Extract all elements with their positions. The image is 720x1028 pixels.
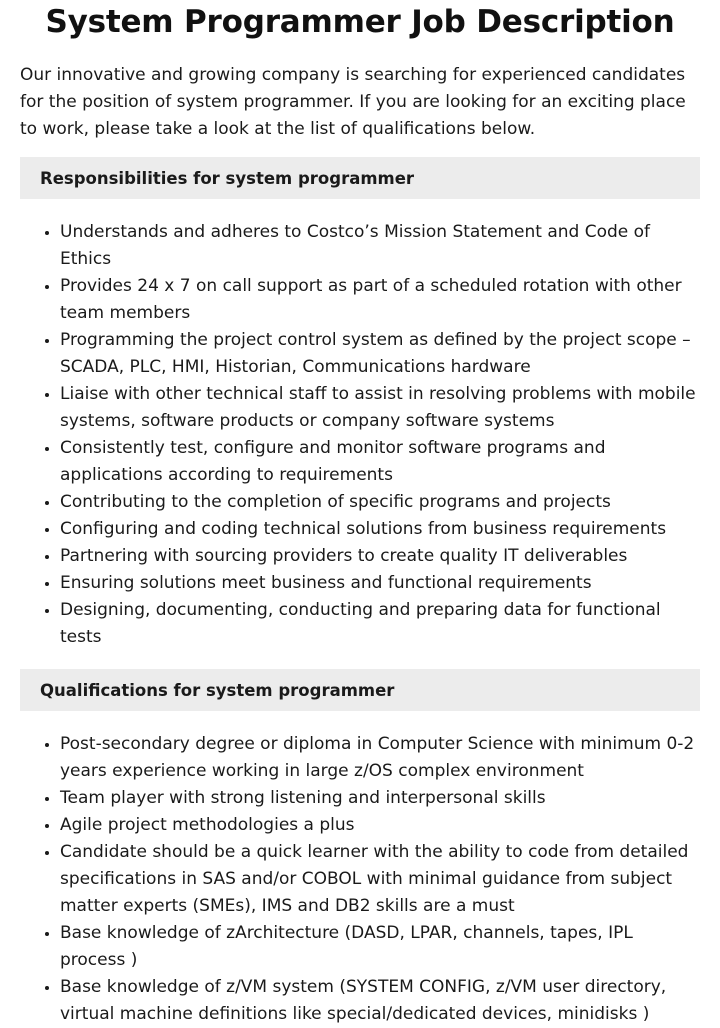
list-item: • Programming the project control system as defined by the project scope – SCADA, PLC, HMI, Historian, Communications hardware: [60, 327, 700, 381]
list-item: • Post-secondary degree or diploma in Computer Science with minimum 0-2 years experience working in large z/OS complex environment: [60, 731, 700, 785]
list-item: • Base knowledge of zArchitecture (DASD, LPAR, channels, tapes, IPL process ): [60, 920, 700, 974]
list-item: • Partnering with sourcing providers to create quality IT deliverables: [60, 543, 700, 570]
list-item: • Consistently test, configure and monitor software programs and applications according to requirements: [60, 435, 700, 489]
list-item: • Understands and adheres to Costco’s Mission Statement and Code of Ethics: [60, 219, 700, 273]
list-item: • Base knowledge of z/VM system (SYSTEM CONFIG, z/VM user directory, virtual machine definitions like special/dedicated devices, minidisks ): [60, 974, 700, 1028]
list-item: • Candidate should be a quick learner with the ability to code from detailed specifications in SAS and/or COBOL with minimal guidance from subject matter experts (SMEs), IMS and DB2 skills are a must: [60, 839, 700, 920]
list-item: • Agile project methodologies a plus: [60, 812, 700, 839]
qualifications-heading: Qualifications for system programmer: [20, 669, 700, 711]
list-item: • Ensuring solutions meet business and functional requirements: [60, 570, 700, 597]
list-item: • Designing, documenting, conducting and preparing data for functional tests: [60, 597, 700, 651]
list-item: • Team player with strong listening and interpersonal skills: [60, 785, 700, 812]
qualifications-list: [20, 731, 700, 1028]
page-title: System Programmer Job Description: [45, 4, 675, 40]
list-item: • Configuring and coding technical solutions from business requirements: [60, 516, 700, 543]
list-item: • Liaise with other technical staff to assist in resolving problems with mobile systems, software products or company software systems: [60, 381, 700, 435]
list-item: • Contributing to the completion of specific programs and projects: [60, 489, 700, 516]
responsibilities-list: [20, 219, 700, 651]
list-item: • Provides 24 x 7 on call support as part of a scheduled rotation with other team members: [60, 273, 700, 327]
intro-paragraph: Our innovative and growing company is searching for experienced candidates for the position of system programmer. If you are looking for an exciting place to work, please take a look at the list of qualifications below.: [20, 65, 686, 139]
responsibilities-heading: Responsibilities for system programmer: [20, 157, 700, 199]
